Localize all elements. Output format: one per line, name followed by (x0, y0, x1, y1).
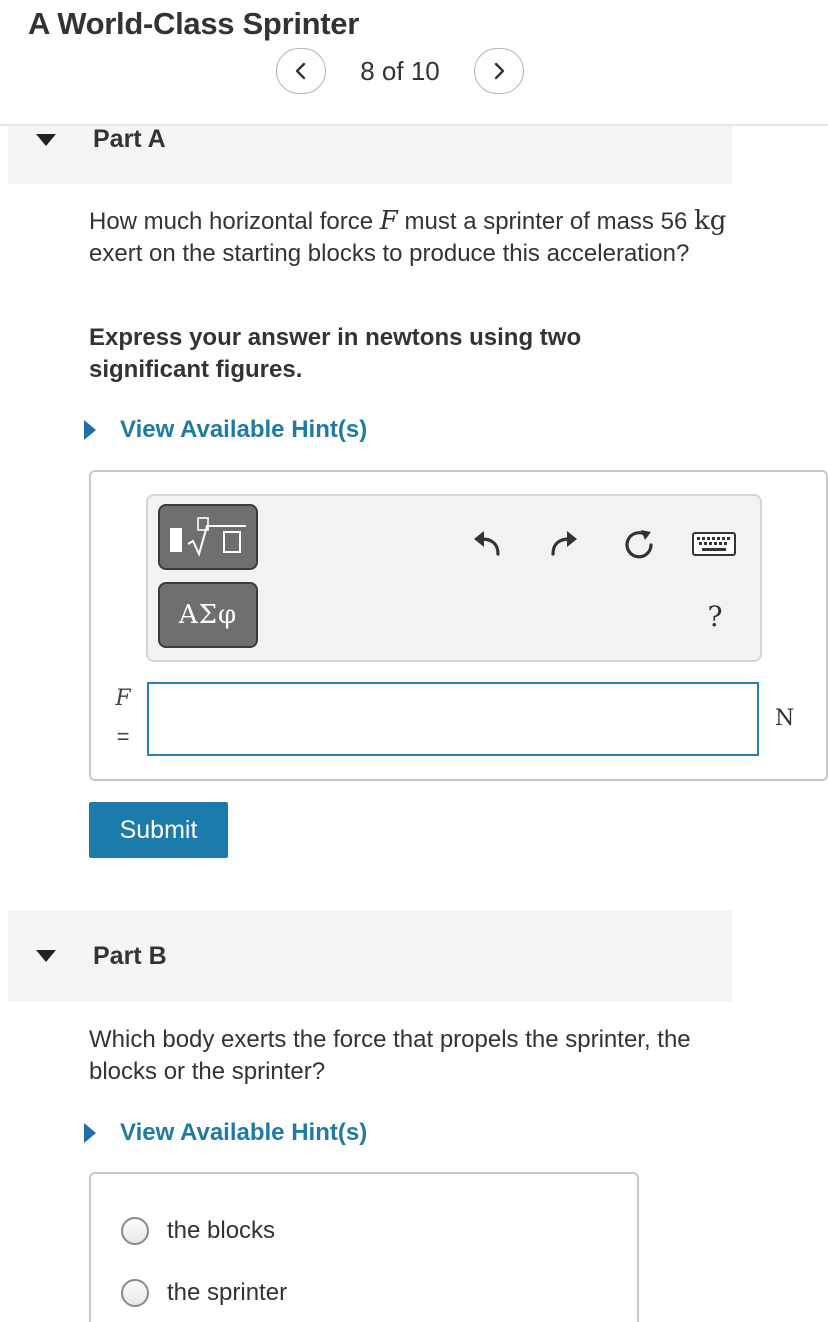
answer-box (89, 470, 828, 781)
next-item-button[interactable] (474, 48, 524, 94)
fraction-sqrt-template-icon (166, 514, 250, 560)
hint-toggle-part-a[interactable] (84, 414, 367, 446)
previous-item-button[interactable] (276, 48, 326, 94)
equals-sign: = (116, 724, 130, 749)
greek-symbols-label: ΑΣφ (178, 600, 238, 630)
part-a-label: Part A (93, 125, 166, 153)
answer-instruction: Express your answer in newtons using two significant figures. (89, 324, 582, 383)
expand-caret-icon (84, 1123, 96, 1143)
part-b-header[interactable] (8, 910, 732, 1002)
answer-input[interactable] (147, 682, 759, 756)
question-text: exert on the starting blocks to produce this acceleration? (89, 240, 690, 267)
greek-symbols-button[interactable] (158, 582, 258, 648)
radio-button[interactable] (121, 1217, 149, 1245)
collapse-caret-icon[interactable] (36, 950, 56, 962)
expand-caret-icon (84, 420, 96, 440)
part-b-label: Part B (93, 942, 167, 970)
mass-unit: kg (693, 206, 727, 236)
redo-icon[interactable] (545, 526, 581, 562)
radio-button[interactable] (121, 1279, 149, 1307)
chevron-left-icon (291, 61, 311, 81)
undo-icon[interactable] (470, 526, 506, 562)
choice-box (89, 1172, 639, 1322)
page-title: A World-Class Sprinter (28, 6, 360, 41)
math-toolbar (146, 494, 762, 662)
choice-label[interactable]: the sprinter (167, 1279, 288, 1306)
help-button[interactable]: ? (707, 599, 723, 633)
part-a-question (89, 205, 729, 270)
item-position-label: 8 of 10 (360, 56, 440, 86)
question-text: must a sprinter of mass 56 (397, 208, 694, 235)
choice-option[interactable] (121, 1214, 275, 1248)
chevron-right-icon (489, 61, 509, 81)
collapse-caret-icon[interactable] (36, 134, 56, 146)
choice-option[interactable] (121, 1276, 287, 1310)
answer-variable-label: F (115, 686, 131, 711)
keyboard-icon[interactable] (692, 532, 736, 556)
templates-button[interactable] (158, 504, 258, 570)
choice-label[interactable]: the blocks (167, 1217, 276, 1244)
answer-unit-label: N (775, 706, 795, 731)
reset-icon[interactable] (621, 526, 657, 562)
submit-button[interactable]: Submit (89, 802, 228, 858)
part-b-question: Which body exerts the force that propels the sprinter, the blocks or the sprinter? (89, 1026, 691, 1085)
hint-link-label[interactable]: View Available Hint(s) (120, 416, 368, 443)
question-text: How much horizontal force (89, 208, 380, 235)
force-variable: F (379, 206, 398, 236)
hint-toggle-part-b[interactable] (84, 1117, 367, 1149)
part-a-header[interactable] (8, 126, 732, 184)
hint-link-label[interactable]: View Available Hint(s) (120, 1119, 368, 1146)
